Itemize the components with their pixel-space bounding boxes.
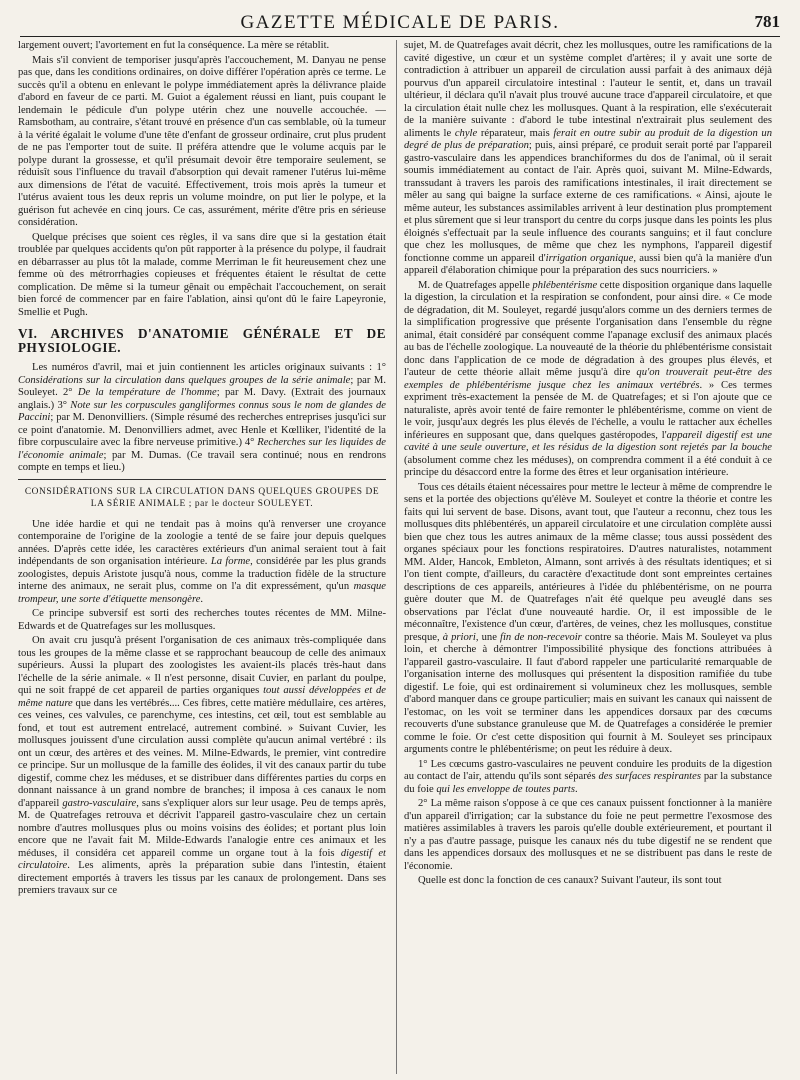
paragraph: Une idée hardie et qui ne tendait pas à moins qu'à renverser une croyance contemporaine de l'origine de la zoologie a tenté de se faire jour depuis quelques années. D'après cette idée, les caractères extérieurs d'un animal seraient tout à fait indépendants de son organisation intérieure. La forme, considérée par les plus grands zoologistes, depuis Aristote jusqu'à nous, comme la traduction fidèle de la structure interne des animaux, ne serait plus, comme on l'a dit expressément, qu'un masque trompeur, une sorte d'étiquette mensongère. <box>18 518 386 605</box>
right-column <box>404 40 772 1074</box>
paragraph: Quelque précises que soient ces règles, il va sans dire que si la gestation était troublée par quelques accidents qu'on pût rapporter à la présence du polype, il faudrait en débarrasser au plus tôt la malade, comme Merriman le fit heureusement chez une femme où des métrorrhagies copieuses et fréquentes étaient le résultat de cette complication. De même si la tumeur gênait ou empêchait l'accouchement, on serait bien forcé de commencer par en faire l'ablation, ainsi qu'ont dû le faire Lapeyronie, Smellie et Pugh. <box>18 231 386 318</box>
page-number: 781 <box>754 12 780 31</box>
paragraph: Les numéros d'avril, mai et juin contiennent les articles originaux suivants : 1° Considérations sur la circulation dans quelques groupes de la série animale; par M. Souleyet. 2° De la température de l'homme; par M. Davy. (Extrait des journaux anglais.) 3° Note sur les corpuscules gangliformes connus sous le nom de glandes de Paccini; par M. Denonvilliers. (Simple résumé des recherches entreprises jusqu'ici sur ce point d'anatomie. M. Denonvilliers admet, avec Henle et Kœlliker, l'identité de la fibre corpusculaire avec la fibre nerveuse primitive.) 4° Recherches sur les liquides de l'économie animale; par M. Dumas. (Ce travail sera continué; nous en rendrons compte en temps et lieu.) <box>18 362 386 473</box>
paragraph: M. de Quatrefages appelle phlébentérisme cette disposition organique dans laquelle la digestion, la circulation et la respiration se confondent, pour ainsi dire. « Ce mode de dégradation, dit M. Souleyet, regardé jusqu'alors comme un des derniers termes de la simplification progressive que présente l'organisation dans l'ensemble du règne animal, était considéré par conséquent comme l'apanage exclusif des animaux placés au bas de l'échelle zoologique. La nouveauté de la théorie du phlébentérisme consistait donc dans l'application de ce mode de dégradation à des groupes plus élevés, et l'auteur de cette théorie allait même jusqu'à dire qu'on trouverait peut-être des exemples de phlébentérisme jusque chez les animaux vertébrés. » Ces termes expriment très-exactement la pensée de M. de Quatrefages; et si l'on ajoute que ce naturaliste, après avoir tenté de faire remonter le phlébentérisme, comme on vient de le voir, jusqu'aux degrés les plus élevés de l'échelle, a voulu le rattacher aux échelles inférieures en supposant que, dans quelques gastéropodes, l'appareil digestif est une cavité à une seule ouverture, et les résidus de la digestion sont rejetés par la bouche (absolument comme chez les méduses), on comprendra comment il a été conduit à ce principe du désaccord entre la forme des êtres et leur organisation intérieure. <box>404 279 772 478</box>
header-rule <box>20 36 780 37</box>
paragraph: 2° La même raison s'oppose à ce que ces canaux puissent fonctionner à la manière d'un appareil d'irrigation; car la substance du foie ne peut permettre l'exosmose des matières assimilables à travers les parois qu'elle double extérieurement, et pourtant il n'y a pas d'autre passage, puisque les canaux nés du tube digestif ne se rendent que dans les appendices dorsaux des mollusques et ne se distribuent pas dans le reste de l'économie. <box>404 798 772 872</box>
journal-title: GAZETTE MÉDICALE DE PARIS. <box>240 12 560 33</box>
paragraph: On avait cru jusqu'à présent l'organisation de ces animaux très-compliquée dans tous les groupes de la même classe et se rapprochant beaucoup de celle des animaux supérieurs. Aussi la plupart des zoologistes les avaient-ils placés très-haut dans l'échelle de la série animale. « Il n'est personne, disait Cuvier, en parlant du poulpe, qui ne soit frappé de cet appareil de parties organiques tout aussi développées et de même nature que dans les vertébrés.... Ces fibres, cette matière médullaire, ces artères, ces veines, ces valvules, ce parenchyme, ces intestins, cet œil, tout est semblable au fond, et tout est autrement entrelacé, autrement combiné. » Suivant Cuvier, les mollusques jouissent d'une circulation aussi complète qu'aucun animal vertébré : ils ont un cœur, des artères et des veines. M. Milne-Edwards, le premier, vint contredire ce principe. Sur un mollusque de la famille des éolides, il vit des canaux partir du tube digestif, comme chez les méduses, et se distribuer dans différentes parties du corps en donnant naissance à un grand nombre de branches; il imposa à ces canaux le nom d'appareil gastro-vasculaire, sans s'expliquer alors sur leur usage. Peu de temps après, M. de Quatrefages retrouva et décrivit l'appareil gastro-vasculaire chez un certain nombre d'autres mollusques plus ou moins voisins des éolides; et portant plus loin encore que ne l'avait fait M. Milde-Edwards l'analogie entre ces animaux et les méduses, il considéra cet appareil comme un organe tout à la fois digestif et circulatoire. Les aliments, après la préparation subie dans l'intestin, étaient directement emportés à travers les tissus par les canaux de prolongement. Dans ses premiers travaux sur ce <box>18 635 386 896</box>
paragraph: 1° Les cœcums gastro-vasculaires ne peuvent conduire les produits de la digestion au contact de l'air, attendu qu'ils sont séparés des surfaces respirantes par la substance du foie qui les enveloppe de toutes parts. <box>404 758 772 795</box>
paragraph: Quelle est donc la fonction de ces canaux? Suivant l'auteur, ils sont tout <box>418 875 722 886</box>
article-heading: CONSIDÉRATIONS SUR LA CIRCULATION DANS QUELQUES GROUPES DE LA SÉRIE ANIMALE ; par le docteur SOULEYET. <box>24 486 380 509</box>
separator-rule <box>18 479 386 480</box>
paragraph: largement ouvert; l'avortement en fut la conséquence. La mère se rétablit. <box>18 40 330 51</box>
left-column <box>18 40 386 1074</box>
paragraph: Mais s'il convient de temporiser jusqu'après l'accouchement, M. Danyau ne pense pas que, dans les conditions ordinaires, on doive différer l'opération après ce terme. Le succès qu'il a obtenu en enlevant le polype immédiatement après la délivrance plaide d'abord en faveur de ce parti. M. Guiot a également réussi en liant, puis coupant le lendemain le pédicule d'un polype utérin chez une nouvelle accouchée. — Ramsbotham, au contraire, s'étant trouvé en présence d'un cas semblable, où la tumeur à la vérité égalait le volume d'une tête d'enfant de grosseur ordinaire, crut plus prudent de ne pas l'emporter tout de suite. Il préféra attendre que le volume acquis par le polype durant la grossesse, et qu'il présumait devoir être temporaire seulement, se réduisît sous l'influence du travail d'absorption qui devait ramener l'utérus lui-même aux dimensions de l'état de vacuité. Effectivement, trois mois après la tumeur et l'utérus avaient tous les deux repris un volume moindre, on put lier le polype, et la guérison fut achevée en cinq jours. Ce cas, assurément, mérite d'être pris en sérieuse considération. <box>18 54 386 228</box>
column-divider <box>396 40 397 1074</box>
section-title: VI. ARCHIVES D'ANATOMIE GÉNÉRALE ET DE PHYSIOLOGIE. <box>18 326 386 355</box>
paragraph: sujet, M. de Quatrefages avait décrit, chez les mollusques, outre les ramifications de la cavité digestive, un cœur et un système complet d'artères; il y avait une sorte de contradiction à attribuer un appareil de circulation aussi parfait à des animaux déjà pourvus d'un appareil circulatoire intestinal : l'auteur le sentit, et, dans un travail ultérieur, il déclara qu'il n'avait plus trouvé aucune trace d'appareil circulatoire, et que la circulation était nulle chez les mollusques. Quant à la respiration, elle s'exécuterait de la manière suivante : d'abord le tube intestinal n'extrairait plus seulement des aliments le chyle réparateur, mais ferait en outre subir au produit de la digestion un degré de plus de préparation; puis, ainsi préparé, ce produit serait porté par l'appareil gastro-vasculaire dans les appendices branchiformes du dos de l'animal, où il serait soumis immédiatement au contact de l'air. Après quoi, suivant M. Milne-Edwards, transsudant à travers les parois des ramifications intestinales, il irait directement se mêler au sang qui baigne la surface externe de ces ramifications. « Ainsi, ajoute le même auteur, les substances assimilables arrivent à leur destination plus promptement et plus sûrement que si leur transport du centre du corps jusque dans les points les plus éloignés s'effectuait par la seule influence des courants sanguins; et il faut conclure que chez les mollusques, de même que chez les nymphons, l'appareil digestif fonctionne comme un appareil d'irrigation organique, aussi bien qu'à la manière d'un appareil d'élaboration chimique pour la préparation des sucs nourriciers. » <box>404 40 772 276</box>
paragraph: Ce principe subversif est sorti des recherches toutes récentes de MM. Milne-Edwards et de Quatrefages sur les mollusques. <box>18 608 386 632</box>
paragraph: Tous ces détails étaient nécessaires pour mettre le lecteur à même de comprendre le sens et la portée des objections qu'élève M. Souleyet et contre la théorie et contre les faits qui lui servent de base. Disons, avant tout, que l'auteur a reconnu, chez tous les mollusques dits phlébentérés, un appareil circulatoire et une circulation complète aussi bien que chez tous les autres animaux de la même classe; tous aussi possèdent des organes spéciaux pour les fonctions respiratoires. D'autres naturalistes, notamment MM. Alder, Hancok, Embleton, Almann, sont arrivés à des résultats identiques; et si l'on tient compte, d'ailleurs, du caractère d'exactitude dont sont empreintes certaines descriptions de ces appareils, antérieures à l'idée du phlébentérisme, on ne pourra guère douter que M. de Quatrefages n'ait été quelque peu aveuglé dans ses observations par l'éclat d'une nouveauté hardie. Or, il est impossible de le méconnaître, l'existence d'un cœur, d'artères, de veines, chez les mollusques, constitue presque, à priori, une fin de non-recevoir contre sa théorie. Mais M. Souleyet va plus loin, et cherche à démontrer l'impossibilité physique des fonctions attribuées à l'appareil gastro-vasculaire. Il faut d'abord rappeler une particularité remarquable de l'organisation interne des mollusques qui présentent la disposition ramifiée du tube digestif. Le foie, qui est ordinairement si volumineux chez les mollusques, semble d'abord manquer dans ce groupe particulier; mais en suivant les canaux qui naissent de l'estomac, on les voit se terminer dans les appendices dorsaux par des cœcums recouverts d'une substance granuleuse que M. de Quatrefages a considérée le premier comme le foie. Or c'est cette disposition qui fournit à M. Souleyet ses principaux arguments contre le phlébentérisme; on peut les réduire à deux. <box>404 481 772 755</box>
